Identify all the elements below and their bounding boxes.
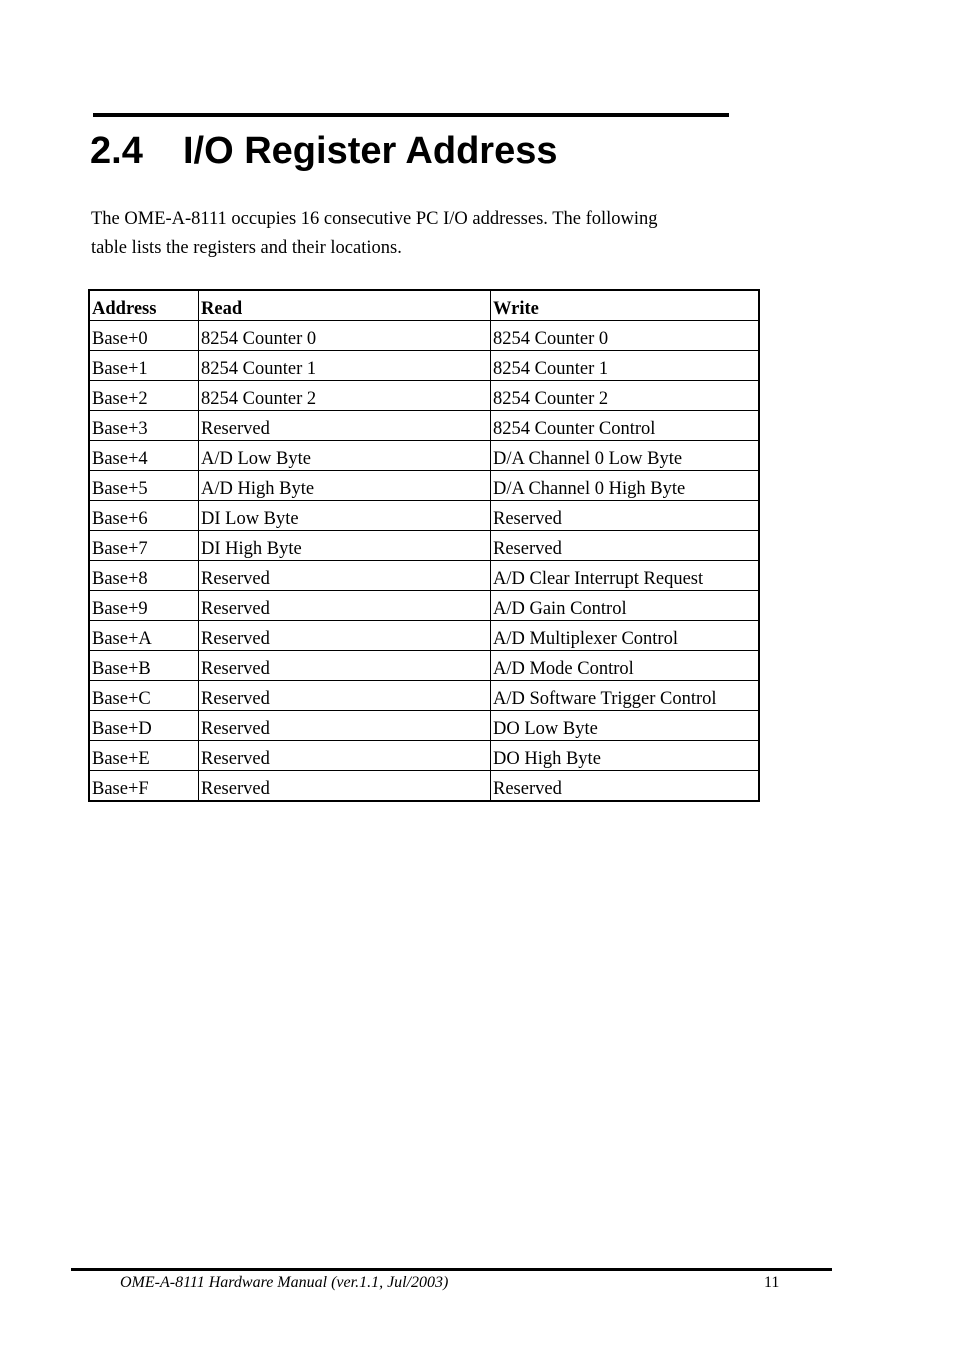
cell-read: Reserved [199,591,491,621]
cell-address: Base+F [89,771,199,802]
footer-rule [71,1268,832,1271]
table-row [89,441,759,471]
table-row [89,471,759,501]
cell-read: DI Low Byte [199,501,491,531]
footer-manual-title: OME-A-8111 Hardware Manual (ver.1.1, Jul/2003) [120,1274,449,1291]
cell-write: 8254 Counter 2 [491,381,760,411]
table-row [89,561,759,591]
cell-write: A/D Mode Control [491,651,760,681]
cell-write: 8254 Counter 1 [491,351,760,381]
table-row [89,411,759,441]
cell-write: D/A Channel 0 Low Byte [491,441,760,471]
cell-read: Reserved [199,711,491,741]
cell-address: Base+D [89,711,199,741]
table-row [89,681,759,711]
section-number: 2.4 [90,130,143,172]
cell-write: D/A Channel 0 High Byte [491,471,760,501]
cell-address: Base+6 [89,501,199,531]
cell-address: Base+A [89,621,199,651]
cell-address: Base+C [89,681,199,711]
cell-write: DO High Byte [491,741,760,771]
cell-address: Base+7 [89,531,199,561]
cell-write: 8254 Counter 0 [491,321,760,351]
table-row [89,741,759,771]
cell-address: Base+8 [89,561,199,591]
cell-read: Reserved [199,411,491,441]
table-row [89,381,759,411]
cell-address: Base+2 [89,381,199,411]
table-row [89,591,759,621]
cell-read: DI High Byte [199,531,491,561]
intro-line-1: The OME-A-8111 occupies 16 consecutive PC I/O addresses. The following [91,209,658,229]
cell-write: 8254 Counter Control [491,411,760,441]
table-row [89,501,759,531]
table-row [89,711,759,741]
cell-read: 8254 Counter 2 [199,381,491,411]
cell-write: Reserved [491,771,760,802]
table-row [89,621,759,651]
cell-address: Base+4 [89,441,199,471]
cell-read: A/D High Byte [199,471,491,501]
cell-address: Base+0 [89,321,199,351]
cell-address: Base+1 [89,351,199,381]
cell-read: Reserved [199,741,491,771]
cell-address: Base+5 [89,471,199,501]
register-address-table [88,289,760,802]
heading-rule [93,113,729,117]
table-row [89,651,759,681]
cell-write: A/D Software Trigger Control [491,681,760,711]
cell-address: Base+E [89,741,199,771]
table-row [89,351,759,381]
section-heading [90,126,558,176]
cell-read: 8254 Counter 1 [199,351,491,381]
cell-write: Reserved [491,531,760,561]
cell-write: DO Low Byte [491,711,760,741]
cell-read: Reserved [199,561,491,591]
table-row [89,321,759,351]
cell-address: Base+9 [89,591,199,621]
section-title: I/O Register Address [183,130,558,172]
cell-read: A/D Low Byte [199,441,491,471]
cell-address: Base+B [89,651,199,681]
cell-write: Reserved [491,501,760,531]
footer-page-number: 11 [764,1274,780,1291]
table-row [89,771,759,802]
cell-write: A/D Multiplexer Control [491,621,760,651]
header-write: Write [491,290,760,321]
intro-line-2: table lists the registers and their locations. [91,238,402,258]
cell-write: A/D Clear Interrupt Request [491,561,760,591]
cell-read: Reserved [199,621,491,651]
cell-read: Reserved [199,651,491,681]
cell-read: Reserved [199,681,491,711]
table-row [89,531,759,561]
cell-address: Base+3 [89,411,199,441]
header-address: Address [89,290,199,321]
cell-read: 8254 Counter 0 [199,321,491,351]
cell-read: Reserved [199,771,491,802]
header-read: Read [199,290,491,321]
intro-paragraph [91,205,731,263]
cell-write: A/D Gain Control [491,591,760,621]
table-header-row [89,290,759,321]
